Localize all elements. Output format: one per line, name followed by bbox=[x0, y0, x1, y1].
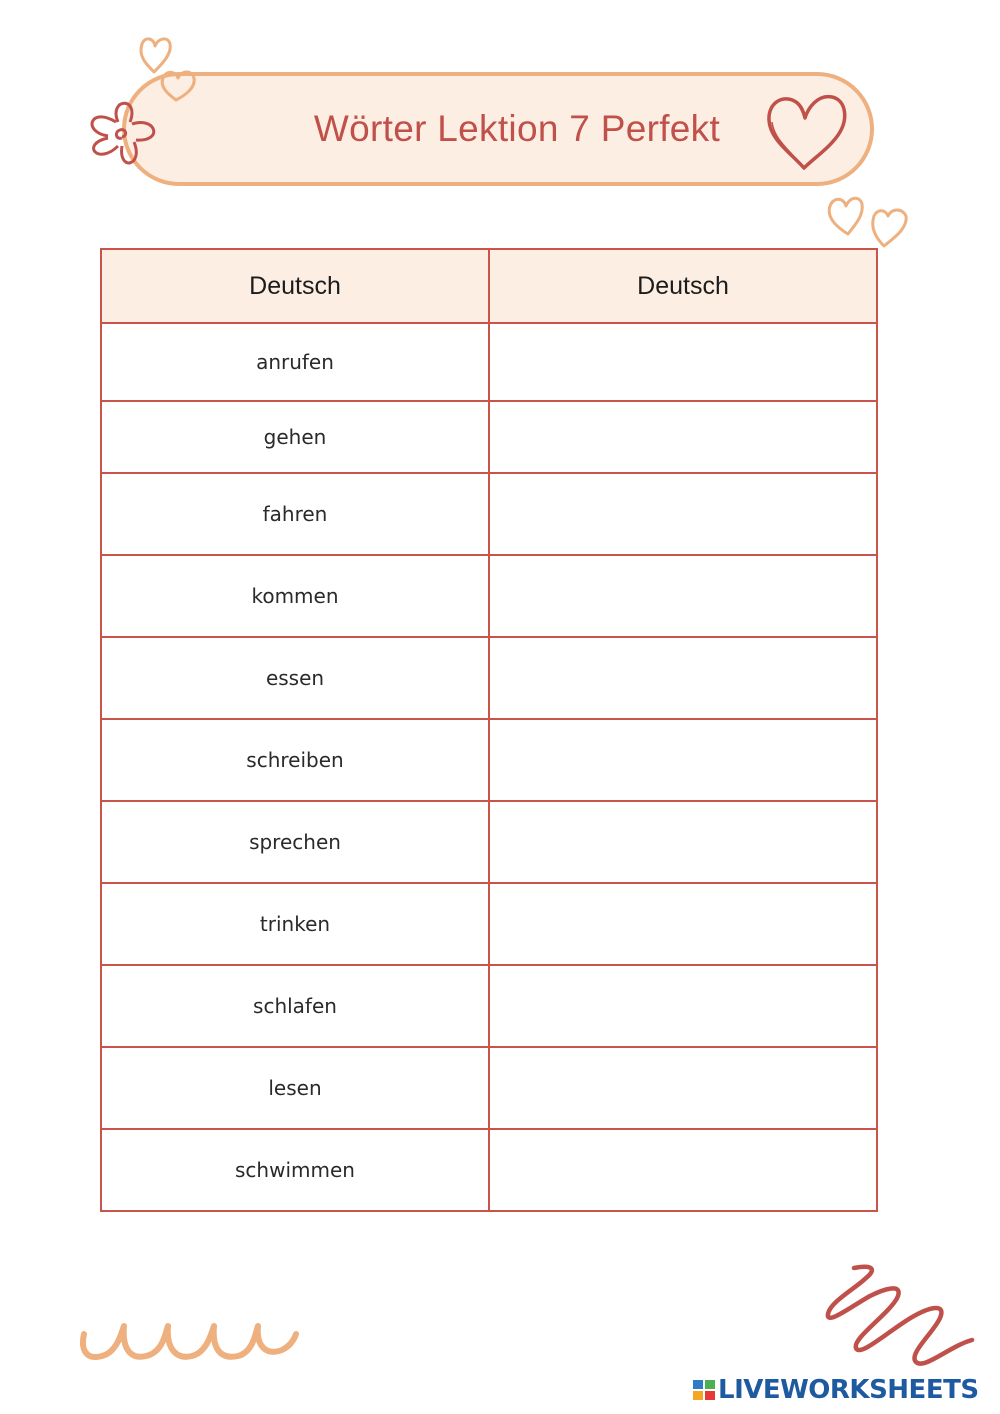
page-title: Wörter Lektion 7 Perfekt bbox=[313, 108, 721, 149]
table-row bbox=[101, 401, 877, 473]
table-row bbox=[101, 1129, 877, 1211]
vocab-table bbox=[100, 248, 878, 1212]
answer-cell[interactable] bbox=[489, 555, 877, 637]
scribble-icon bbox=[822, 1262, 978, 1380]
heart-icon bbox=[762, 88, 852, 176]
hearts-top-left-icon bbox=[136, 34, 202, 104]
word-cell: schreiben bbox=[101, 719, 489, 801]
liveworksheets-logo-icon bbox=[692, 1378, 716, 1402]
table-row bbox=[101, 965, 877, 1047]
table-row bbox=[101, 323, 877, 401]
word-cell: fahren bbox=[101, 473, 489, 555]
word-cell: lesen bbox=[101, 1047, 489, 1129]
table-row bbox=[101, 1047, 877, 1129]
answer-cell[interactable] bbox=[489, 801, 877, 883]
table-row bbox=[101, 883, 877, 965]
word-cell: schlafen bbox=[101, 965, 489, 1047]
hearts-right-icon bbox=[822, 192, 914, 250]
answer-cell[interactable] bbox=[489, 473, 877, 555]
flower-icon bbox=[78, 92, 164, 172]
word-cell: anrufen bbox=[101, 323, 489, 401]
answer-cell[interactable] bbox=[489, 637, 877, 719]
word-cell: trinken bbox=[101, 883, 489, 965]
answer-cell[interactable] bbox=[489, 1047, 877, 1129]
liveworksheets-brand bbox=[692, 1374, 979, 1406]
answer-cell[interactable] bbox=[489, 323, 877, 401]
answer-cell[interactable] bbox=[489, 401, 877, 473]
word-cell: gehen bbox=[101, 401, 489, 473]
word-cell: sprechen bbox=[101, 801, 489, 883]
brand-name: LIVEWORKSHEETS bbox=[718, 1375, 979, 1405]
header-cell-left: Deutsch bbox=[101, 249, 489, 323]
table-row bbox=[101, 555, 877, 637]
word-cell: kommen bbox=[101, 555, 489, 637]
answer-cell[interactable] bbox=[489, 719, 877, 801]
table-header-row bbox=[101, 249, 877, 323]
table-row bbox=[101, 719, 877, 801]
loops-squiggle-icon bbox=[78, 1318, 300, 1368]
table-row bbox=[101, 637, 877, 719]
answer-cell[interactable] bbox=[489, 1129, 877, 1211]
header-cell-right: Deutsch bbox=[489, 249, 877, 323]
word-cell: schwimmen bbox=[101, 1129, 489, 1211]
answer-cell[interactable] bbox=[489, 965, 877, 1047]
table-row bbox=[101, 801, 877, 883]
table-row bbox=[101, 473, 877, 555]
word-cell: essen bbox=[101, 637, 489, 719]
answer-cell[interactable] bbox=[489, 883, 877, 965]
